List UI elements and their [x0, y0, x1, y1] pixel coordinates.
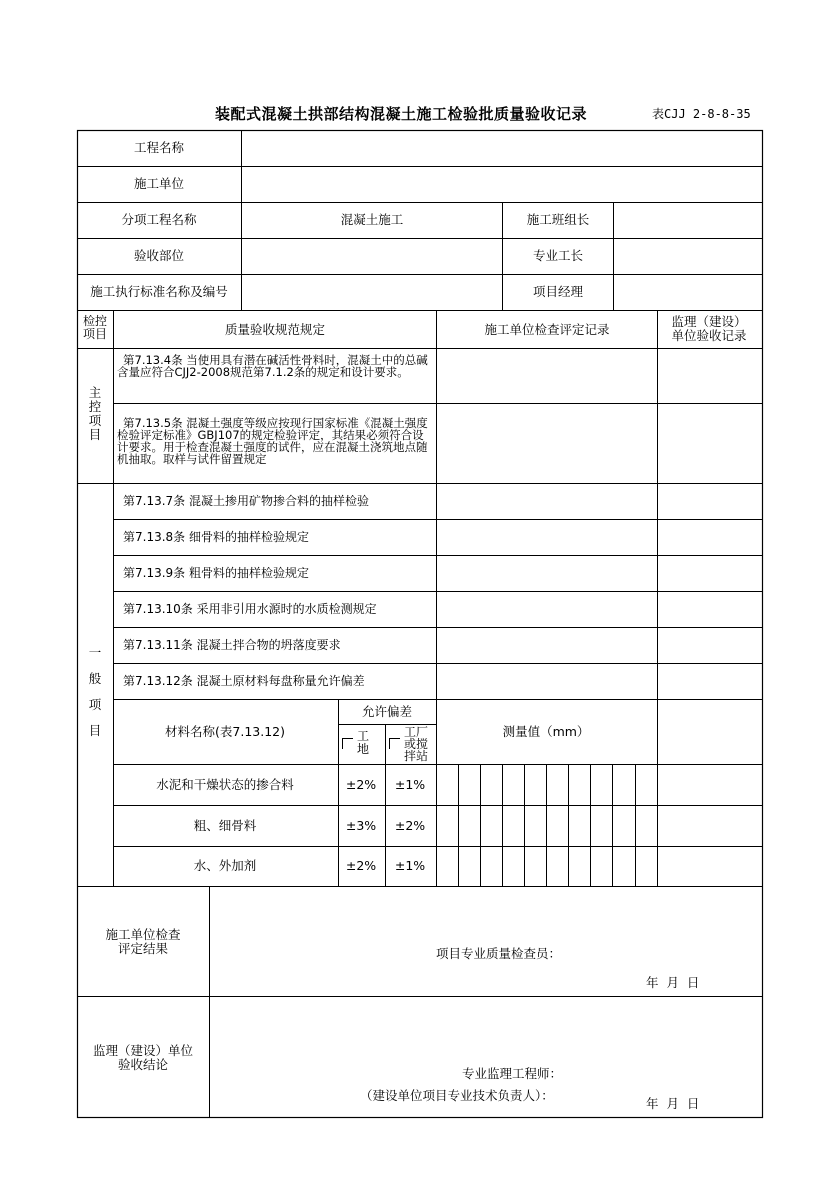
supervisor-conclusion-label-1: 监理（建设）单位	[92, 1043, 194, 1058]
row-1-material: 水泥和干燥状态的掺合料	[156, 777, 294, 792]
site-checkbox[interactable]	[342, 738, 353, 749]
form-code: 表CJJ 2-8-8-35	[652, 107, 751, 121]
spec-header: 质量验收规范规定	[224, 322, 326, 337]
supervisor-record-header-1: 监理（建设）	[671, 314, 747, 329]
project-manager-label: 项目经理	[532, 284, 584, 299]
row-2-plant: ±2%	[394, 818, 426, 833]
date-1: 年 月 日	[646, 975, 700, 990]
tolerance-header: 允许偏差	[361, 704, 413, 719]
supervisor-conclusion-label-2: 验收结论	[117, 1057, 169, 1072]
material-header: 材料名称(表7.13.12)	[165, 724, 285, 739]
form-title: 装配式混凝土拱部结构混凝土施工检验批质量验收记录	[215, 105, 588, 123]
foreman-label: 专业工长	[532, 248, 584, 263]
subitem-value: 混凝土施工	[340, 212, 404, 227]
main-items-group-label: 主控项目	[88, 385, 102, 442]
owner-rep-label: （建设单位项目专业技术负责人）：	[360, 1088, 554, 1103]
row-2-material: 粗、细骨料	[193, 818, 257, 833]
plant-label-2: 或搅	[404, 737, 429, 751]
general-clause-5: 第7.13.11条 混凝土拌合物的坍落度要求	[123, 638, 341, 652]
acceptance-part-label: 验收部位	[133, 248, 185, 263]
row-3-material: 水、外加剂	[193, 858, 257, 873]
site-label: 工地	[357, 729, 370, 756]
row-3-site: ±2%	[345, 858, 377, 873]
general-clause-4: 第7.13.10条 采用非引用水源时的水质检测规定	[123, 602, 377, 616]
supervisor-record-header-2: 单位验收记录	[671, 328, 747, 343]
general-clause-3: 第7.13.9条 粗骨料的抽样检验规定	[123, 566, 309, 580]
date-2: 年 月 日	[646, 1096, 700, 1111]
contractor-label: 施工单位	[133, 176, 185, 191]
general-items-group-label: 一般项目	[88, 645, 102, 738]
general-clause-6: 第7.13.12条 混凝土原材料每盘称量允许偏差	[123, 674, 365, 688]
contractor-record-header: 施工单位检查评定记录	[484, 322, 610, 337]
main-clause-1: 第7.13.4条 当使用具有潜在碱活性骨料时，混凝土中的总碱含量应符合CJJ2-2008规范第7.1.2条的规定和设计要求。	[117, 353, 428, 379]
standard-label: 施工执行标准名称及编号	[90, 284, 228, 299]
main-clause-2: 第7.13.5条 混凝土强度等级应按现行国家标准《混凝土强度检验评定标准》GBJ107的规定检验评定，其结果必须符合设计要求。用于检查混凝土强度的试件，应在混凝土浇筑地点随机抽取。取样与试件留置规定	[117, 416, 428, 466]
subitem-label: 分项工程名称	[121, 212, 197, 227]
plant-label-1: 工厂	[404, 725, 429, 739]
plant-checkbox[interactable]	[389, 738, 400, 749]
control-item-header: 检控项目	[82, 314, 107, 341]
general-clause-1: 第7.13.7条 混凝土掺用矿物掺合料的抽样检验	[123, 494, 369, 508]
team-leader-label: 施工班组长	[526, 212, 590, 227]
engineer-label: 专业监理工程师：	[462, 1066, 563, 1081]
row-3-plant: ±1%	[394, 858, 426, 873]
general-clause-2: 第7.13.8条 细骨料的抽样检验规定	[123, 530, 309, 544]
project-name-label: 工程名称	[133, 140, 185, 155]
row-1-plant: ±1%	[394, 777, 426, 792]
row-2-site: ±3%	[345, 818, 377, 833]
plant-label-3: 拌站	[404, 749, 429, 763]
contractor-result-label-1: 施工单位检查	[105, 927, 181, 942]
contractor-result-label-2: 评定结果	[117, 941, 169, 956]
row-1-site: ±2%	[345, 777, 377, 792]
inspector-label: 项目专业质量检查员：	[436, 946, 562, 961]
measured-header: 测量值（mm）	[502, 724, 590, 739]
